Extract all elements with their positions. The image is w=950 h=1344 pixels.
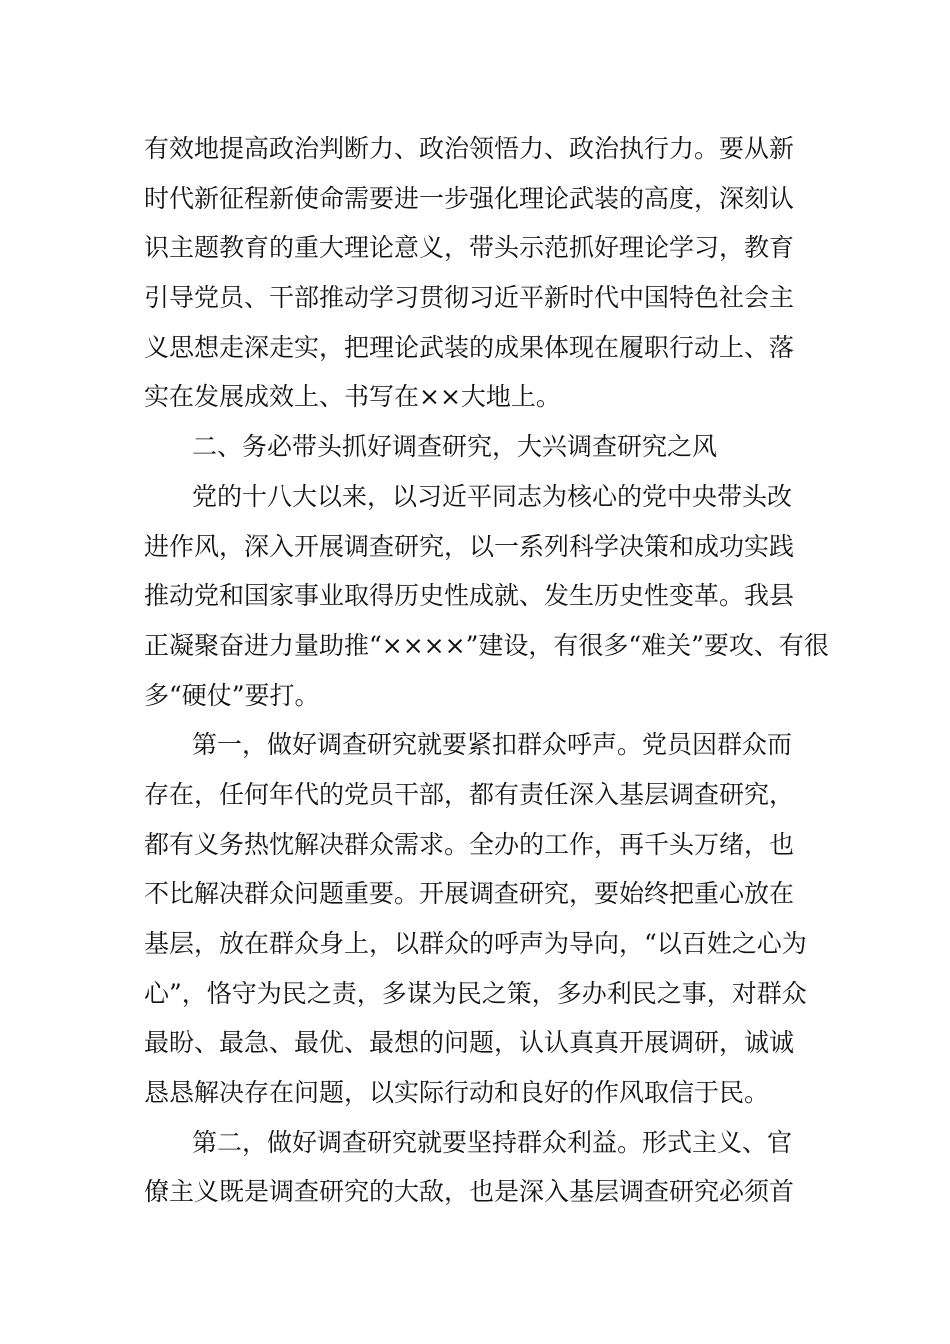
text-line: 心”，恪守为民之责，多谋为民之策，多办利民之事，对群众 bbox=[144, 978, 807, 1008]
text-line: 有效地提高政治判断力、政治领悟力、政治执行力。要从新 bbox=[144, 134, 795, 163]
text-line: 最盼、最急、最优、最想的问题，认认真真开展调研，诚诚 bbox=[144, 1028, 795, 1058]
text-line: 基层，放在群众身上，以群众的呼声为导向，“以百姓之心为 bbox=[144, 929, 807, 958]
text-line: 多“硬仗”要打。 bbox=[144, 680, 320, 710]
text-line: 实在发展成效上、书写在××大地上。 bbox=[144, 382, 561, 412]
text-line: 都有义务热忱解决群众需求。全办的工作，再千头万绪，也 bbox=[144, 829, 795, 859]
text-line: 不比解决群众问题重要。开展调查研究，要始终把重心放在 bbox=[144, 879, 795, 909]
text-line: 推动党和国家事业取得历史性成就、发生历史性变革。我县 bbox=[144, 581, 795, 611]
text-line: 引导党员、干部推动学习贯彻习近平新时代中国特色社会主 bbox=[144, 283, 795, 313]
text-line: 存在，任何年代的党员干部，都有责任深入基层调查研究， bbox=[144, 779, 795, 809]
text-line: 僚主义既是调查研究的大敌，也是深入基层调查研究必须首 bbox=[144, 1177, 795, 1207]
text-line: 义思想走深走实，把理论武装的成果体现在履职行动上、落 bbox=[144, 332, 795, 362]
body-text bbox=[144, 124, 829, 1217]
text-line: 党的十八大以来，以习近平同志为核心的党中央带头改 bbox=[192, 481, 793, 511]
text-line: 恳恳解决存在问题，以实际行动和良好的作风取信于民。 bbox=[144, 1078, 770, 1108]
text-line: 第二，做好调查研究就要坚持群众利益。形式主义、官 bbox=[192, 1127, 793, 1157]
text-line: 第一，做好调查研究就要紧扣群众呼声。党员因群众而 bbox=[192, 730, 793, 760]
text-line: 识主题教育的重大理论意义，带头示范抓好理论学习，教育 bbox=[144, 233, 795, 263]
text-line: 时代新征程新使命需要进一步强化理论武装的高度，深刻认 bbox=[144, 183, 795, 213]
text-line: 正凝聚奋进力量助推“××××”建设，有很多“难关”要攻、有很 bbox=[144, 630, 829, 660]
text-line: 进作风，深入开展调查研究，以一系列科学决策和成功实践 bbox=[144, 531, 795, 561]
section-heading: 二、务必带头抓好调查研究，大兴调查研究之风 bbox=[192, 432, 718, 462]
